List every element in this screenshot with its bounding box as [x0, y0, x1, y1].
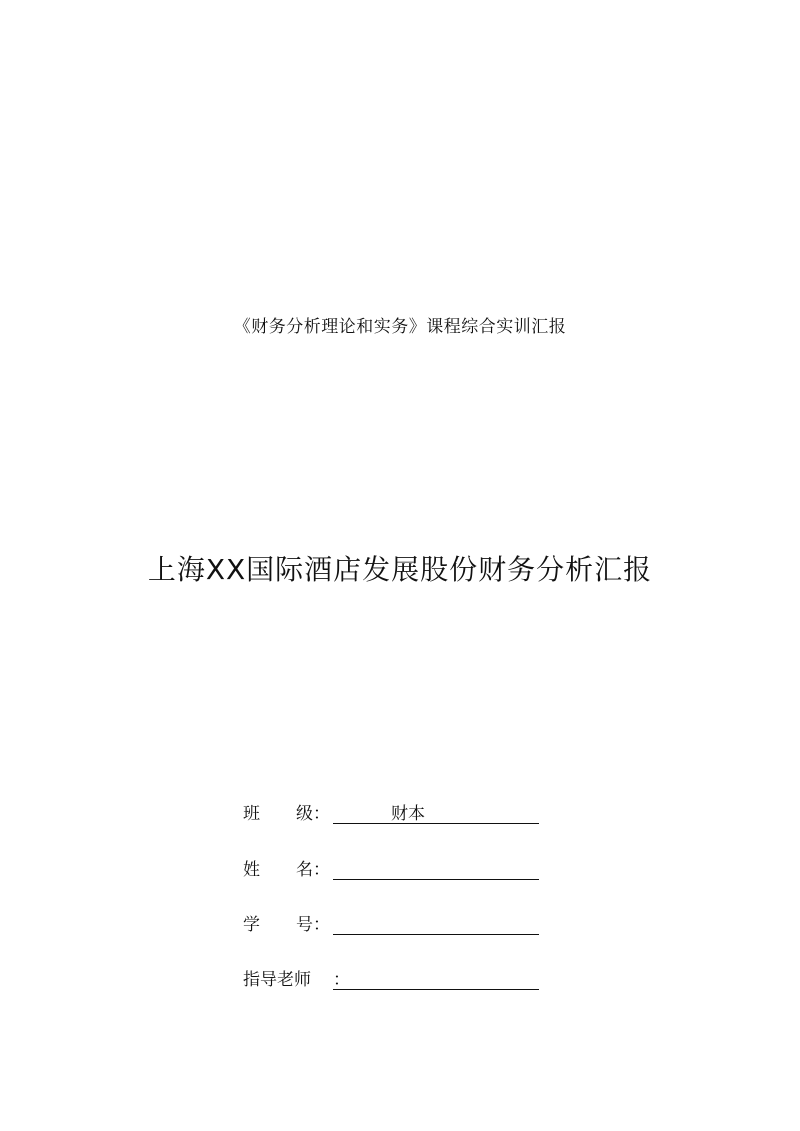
advisor-field: 指导老师 ：: [243, 962, 539, 990]
student-id-field: [243, 907, 539, 935]
advisor-label: 指导老师: [243, 970, 311, 990]
course-title: 《财务分析理论和实务》课程综合实训汇报: [233, 317, 567, 337]
colon: ：: [313, 804, 330, 824]
colon: ：: [313, 915, 330, 935]
student-id-label: 学 号: [243, 915, 313, 935]
colon: ：: [313, 860, 330, 880]
advisor-underline: [333, 967, 539, 990]
name-underline: [333, 857, 539, 880]
class-value: 财本: [391, 804, 425, 824]
class-label: 班 级: [243, 804, 313, 824]
student-id-underline: [333, 912, 539, 935]
report-title: 上海XX国际酒店发展股份财务分析汇报: [147, 553, 653, 586]
class-field: [243, 796, 539, 824]
name-label: 姓 名: [243, 860, 313, 880]
class-underline: [333, 801, 539, 824]
name-field: [243, 852, 539, 880]
